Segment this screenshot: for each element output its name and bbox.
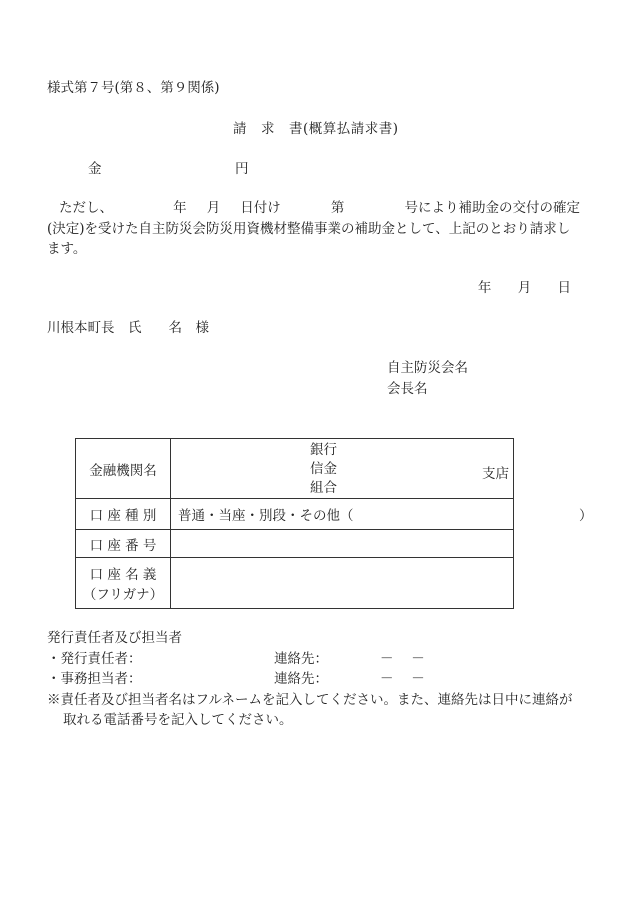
institution-field[interactable] (171, 439, 514, 499)
org-name-label: 自主防災会名 (387, 360, 468, 376)
account-type-field[interactable] (171, 499, 593, 530)
form-number: 様式第７号(第８、第９関係) (47, 80, 220, 96)
date-day: 日 (557, 280, 571, 296)
date-line (456, 280, 571, 296)
table-row (76, 439, 514, 499)
body-rest-text: (決定)を受けた自主防災会防災用資機材整備事業の補助金として、上記のとおり請求します。 (47, 220, 571, 257)
date-month: 月 (517, 280, 532, 296)
date-year: 年 (477, 280, 492, 296)
issuer-contact-label: 連絡先： (274, 651, 328, 667)
bank-type-kumiai: 組合 (310, 480, 337, 496)
staff-phone-dashes: － － (380, 671, 425, 687)
account-holder-field[interactable] (171, 558, 514, 609)
yen-label: 円 (235, 161, 249, 177)
chair-name-label: 会長名 (387, 381, 428, 397)
account-holder-label: 口 座 名 義 (89, 567, 157, 583)
table-row (76, 499, 514, 530)
institution-label: 金融機関名 (76, 439, 171, 499)
account-number-field[interactable] (171, 530, 514, 558)
body-part-year: 年 (173, 200, 187, 216)
bank-type-bank: 銀行 (310, 442, 337, 458)
account-number-label: 口 座 番 号 (76, 530, 171, 558)
claim-body-paragraph (47, 198, 580, 260)
form-title: 請 求 書(概算払請求書) (233, 121, 399, 137)
note-line-2: 取れる電話番号を記入してください。 (63, 712, 293, 728)
table-row (76, 558, 514, 609)
addressee: 川根本町長 氏 名 様 (47, 320, 209, 336)
body-part-month: 月 (206, 200, 221, 216)
issuer-phone-dashes: － － (380, 651, 425, 667)
account-type-close-paren: ） (579, 508, 593, 524)
body-part-number-suffix: 号により補助金の交付の確定 (404, 200, 580, 216)
issuer-label: ・発行責任者： (47, 651, 142, 667)
branch-label: 支店 (482, 466, 509, 482)
footer-heading: 発行責任者及び担当者 (47, 630, 182, 646)
amount-label: 金 (88, 161, 102, 177)
body-part-tadashi: ただし、 (59, 200, 113, 216)
body-part-number-prefix: 第 (330, 200, 345, 216)
note-line-1: ※責任者及び担当者名はフルネームを記入してください。また、連絡先は日中に連絡が (47, 692, 573, 708)
bank-type-shinkin: 信金 (310, 461, 337, 477)
account-type-label: 口 座 種 別 (76, 499, 171, 530)
bank-account-table (75, 438, 593, 609)
account-holder-kana: （フリガナ） (82, 587, 164, 603)
body-part-dated: 日付け (240, 200, 281, 216)
account-type-options: 普通・当座・別段・その他（ (178, 508, 354, 524)
staff-contact-label: 連絡先： (274, 671, 328, 687)
account-holder-label-cell (76, 558, 171, 609)
staff-label: ・事務担当者： (47, 671, 142, 687)
table-row (76, 530, 514, 558)
